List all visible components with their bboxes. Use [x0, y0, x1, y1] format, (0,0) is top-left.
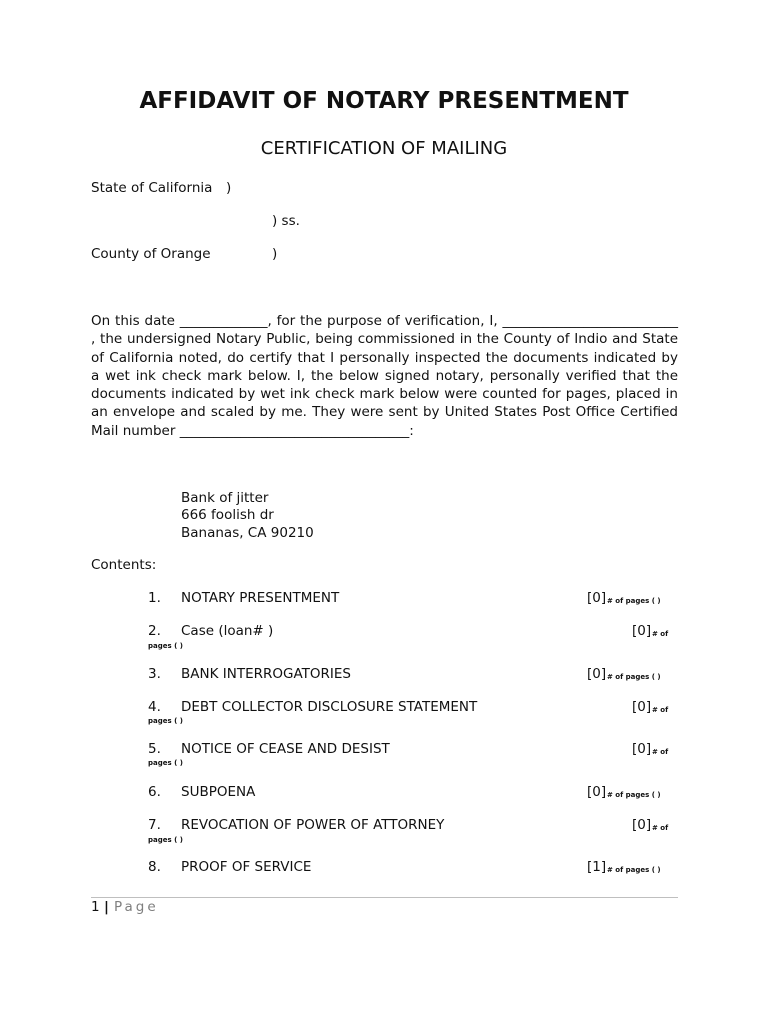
footer-page-label: Page [114, 899, 159, 915]
address-line-3: Bananas, CA 90210 [181, 525, 314, 541]
item-page-note-wrap: pages ( ) [148, 836, 183, 844]
venue-paren-1: ) [226, 180, 232, 196]
item-page-note: # of [652, 630, 669, 638]
document-title: AFFIDAVIT OF NOTARY PRESENTMENT [139, 88, 629, 114]
item-number: 4. [148, 699, 161, 715]
venue-county: County of Orange [91, 246, 211, 262]
item-number: 2. [148, 623, 161, 639]
item-page-note: # of pages ( ) [607, 597, 661, 605]
item-number: 8. [148, 859, 161, 875]
footer-rule [91, 897, 678, 898]
item-page-note: # of pages ( ) [607, 866, 661, 874]
item-label: Case (loan# ) [181, 623, 274, 639]
item-page-note-wrap: pages ( ) [148, 642, 183, 650]
footer-page-number: 1 [91, 899, 100, 915]
item-page-note: # of [652, 748, 669, 756]
item-page-count: [0] [587, 784, 607, 800]
address-line-2: 666 foolish dr [181, 507, 274, 523]
item-page-count: [0] [632, 817, 652, 833]
item-page-note: # of pages ( ) [607, 673, 661, 681]
certification-paragraph: On this date _____________, for the purpose of verification, I, __________________________ , the undersigned Notary Public, being commissioned in the County of Indio and State of California noted, do certify that I personally inspected the documents indicated by a wet ink check mark below. I, the below signed notary, personally verified that the documents indicated by wet ink check mark below were counted for pages, placed in an envelope and scaled by me. They were sent by United States Post Office Certified Mail number __________________________________: [91, 313, 678, 439]
item-page-count: [0] [632, 699, 652, 715]
venue-ss: ) ss. [272, 213, 300, 229]
item-label: NOTARY PRESENTMENT [181, 590, 340, 606]
item-number: 6. [148, 784, 161, 800]
item-label: PROOF OF SERVICE [181, 859, 312, 875]
item-label: REVOCATION OF POWER OF ATTORNEY [181, 817, 445, 833]
contents-label: Contents: [91, 557, 157, 573]
item-page-count: [1] [587, 859, 607, 875]
venue-paren-2: ) [272, 246, 278, 262]
footer-separator: | [104, 899, 109, 915]
item-page-count: [0] [632, 741, 652, 757]
item-number: 1. [148, 590, 161, 606]
item-number: 5. [148, 741, 161, 757]
item-page-note-wrap: pages ( ) [148, 759, 183, 767]
item-page-note-wrap: pages ( ) [148, 717, 183, 725]
item-label: NOTICE OF CEASE AND DESIST [181, 741, 390, 757]
item-page-note: # of [652, 706, 669, 714]
item-label: DEBT COLLECTOR DISCLOSURE STATEMENT [181, 699, 478, 715]
item-number: 7. [148, 817, 161, 833]
address-line-1: Bank of jitter [181, 490, 269, 506]
item-label: SUBPOENA [181, 784, 256, 800]
item-page-count: [0] [587, 666, 607, 682]
item-page-count: [0] [587, 590, 607, 606]
item-page-note: # of pages ( ) [607, 791, 661, 799]
venue-state: State of California [91, 180, 213, 196]
document-subtitle: CERTIFICATION OF MAILING [260, 138, 508, 159]
item-number: 3. [148, 666, 161, 682]
item-page-count: [0] [632, 623, 652, 639]
item-page-note: # of [652, 824, 669, 832]
item-label: BANK INTERROGATORIES [181, 666, 351, 682]
